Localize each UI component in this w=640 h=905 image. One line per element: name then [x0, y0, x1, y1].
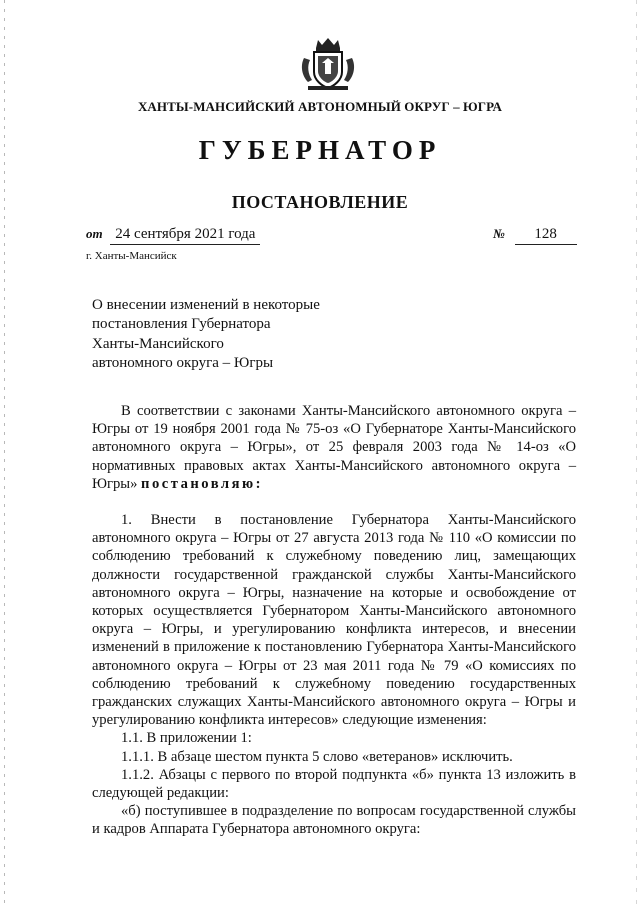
region-heading: ХАНТЫ-МАНСИЙСКИЙ АВТОНОМНЫЙ ОКРУГ – ЮГРА — [137, 99, 503, 114]
resolve-word: постановляю: — [141, 475, 263, 492]
date-line — [86, 226, 260, 245]
city-line: г. Ханты-Мансийск — [86, 250, 177, 262]
document-subject — [92, 296, 372, 373]
number-line — [493, 226, 577, 245]
paragraph-1: 1. Внести в постановление Губернатора Ханты-Мансийского автономного округа – Югры от 27 августа 2013 года № 110 «О комиссии по соблюдению требований к служебному поведению лиц, замещающих должности государственной гражданской службы Ханты-Мансийского автономного округа – Югры, назначение на которые и освобождение от которых осуществляется Губернатором Ханты-Мансийского автономного округа – Югры, и урегулированию конфликта интересов, и внесении изменений в приложение к постановлению Губернатора Ханты-Мансийского автономного округа – Югры от 23 мая 2011 года № 79 «О комиссиях по соблюдению требований к служебному поведению государственных гражданских служащих Ханты-Мансийского автономного округа – Югры и урегулированию конфликта интересов» следующие изменения: — [92, 512, 576, 729]
document-type: ПОСТАНОВЛЕНИЕ — [231, 192, 409, 212]
number-label: № — [493, 226, 505, 241]
subject-line: Ханты-Мансийского — [92, 335, 224, 352]
subject-line: постановления Губернатора — [92, 316, 271, 333]
subject-line: О внесении изменений в некоторые — [92, 297, 320, 313]
coat-of-arms-icon — [298, 36, 358, 92]
date-label: от — [86, 226, 103, 241]
paragraph-1-1-2: 1.1.2. Абзацы с первого по второй подпункта «б» пункта 13 изложить в следующей редакции: — [92, 766, 576, 802]
paragraph-1-1-1: 1.1.1. В абзаце шестом пункта 5 слово «ветеранов» исключить. — [121, 748, 513, 765]
preamble-paragraph — [92, 402, 576, 493]
paragraph-b: «б) поступившее в подразделение по вопросам государственной службы и кадров Аппарата Губернатора автономного округа: — [92, 803, 576, 838]
preamble-text: В соответствии с законами Ханты-Мансийского автономного округа – Югры от 19 ноября 2001 года № 75-оз «О Губернаторе Ханты-Мансийского автономного округа – Югры», от 25 февраля 2003 года № 14-оз «О нормативных правовых актах Ханты-Мансийского автономного округа – Югры» — [92, 403, 576, 492]
paragraph-1-1: 1.1. В приложении 1: — [121, 730, 252, 747]
document-body — [92, 402, 576, 839]
governor-title: ГУБЕРНАТОР — [198, 135, 442, 165]
subject-line: автономного округа – Югры — [92, 354, 274, 371]
document-date: 24 сентября 2021 года — [110, 226, 260, 245]
document-number: 128 — [515, 226, 577, 245]
